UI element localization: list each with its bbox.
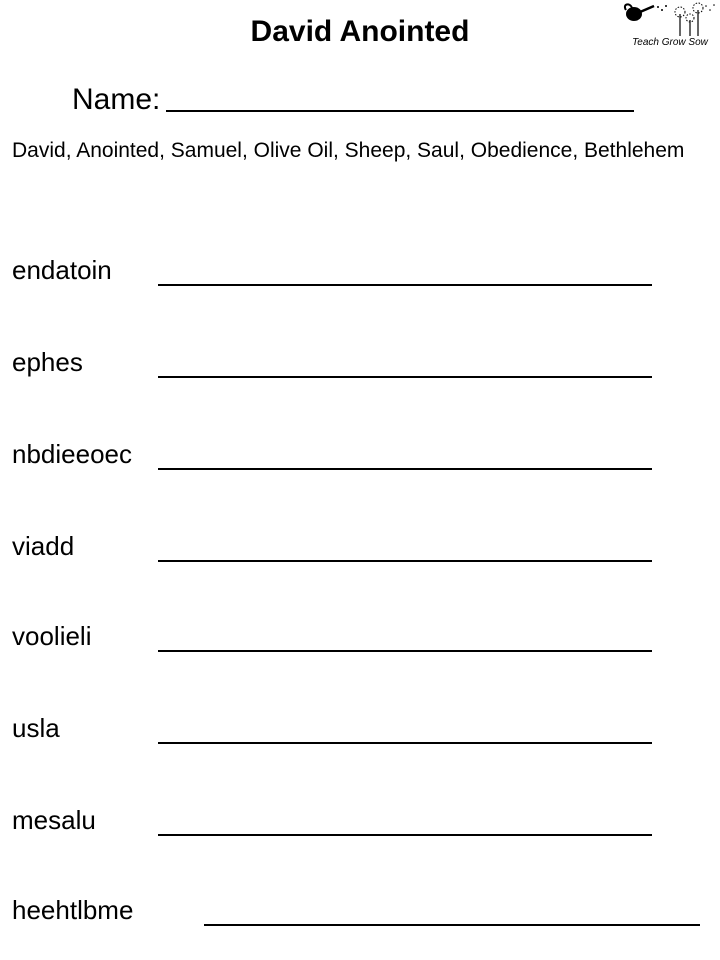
- answer-blank-line[interactable]: [158, 650, 652, 652]
- scramble-row: [12, 252, 712, 292]
- answer-blank-line[interactable]: [158, 284, 652, 286]
- answer-blank-line[interactable]: [158, 742, 652, 744]
- answer-blank-line[interactable]: [158, 468, 652, 470]
- worksheet-title: David Anointed: [250, 15, 470, 48]
- answer-blank-line[interactable]: [158, 560, 652, 562]
- watering-can-icon: [620, 0, 720, 40]
- name-label: Name:: [72, 83, 161, 116]
- scrambled-word: heehtlbme: [12, 895, 134, 925]
- answer-blank-line[interactable]: [158, 376, 652, 378]
- answer-blank-line[interactable]: [158, 834, 652, 836]
- scrambled-word: mesalu: [12, 805, 96, 835]
- answer-blank-line[interactable]: [204, 924, 700, 926]
- scramble-row: [12, 892, 712, 932]
- logo-text: Teach Grow Sow: [632, 37, 708, 48]
- scramble-row: [12, 802, 712, 842]
- scrambled-word: voolieli: [12, 621, 92, 651]
- scramble-row: [12, 344, 712, 384]
- scramble-row: [12, 528, 712, 568]
- scrambled-word: endatoin: [12, 255, 112, 285]
- scrambled-word: nbdieeoec: [12, 439, 132, 469]
- word-bank: David, Anointed, Samuel, Olive Oil, Sheep, Saul, Obedience, Bethlehem: [12, 139, 685, 162]
- scramble-row: [12, 710, 712, 750]
- scrambled-word: usla: [12, 713, 60, 743]
- name-blank-line[interactable]: [166, 82, 634, 112]
- scrambled-word: viadd: [12, 531, 75, 561]
- name-field-row: [72, 80, 634, 120]
- scramble-row: [12, 436, 712, 476]
- teach-grow-sow-logo: [620, 0, 720, 56]
- scramble-row: [12, 618, 712, 658]
- scrambled-word: ephes: [12, 347, 83, 377]
